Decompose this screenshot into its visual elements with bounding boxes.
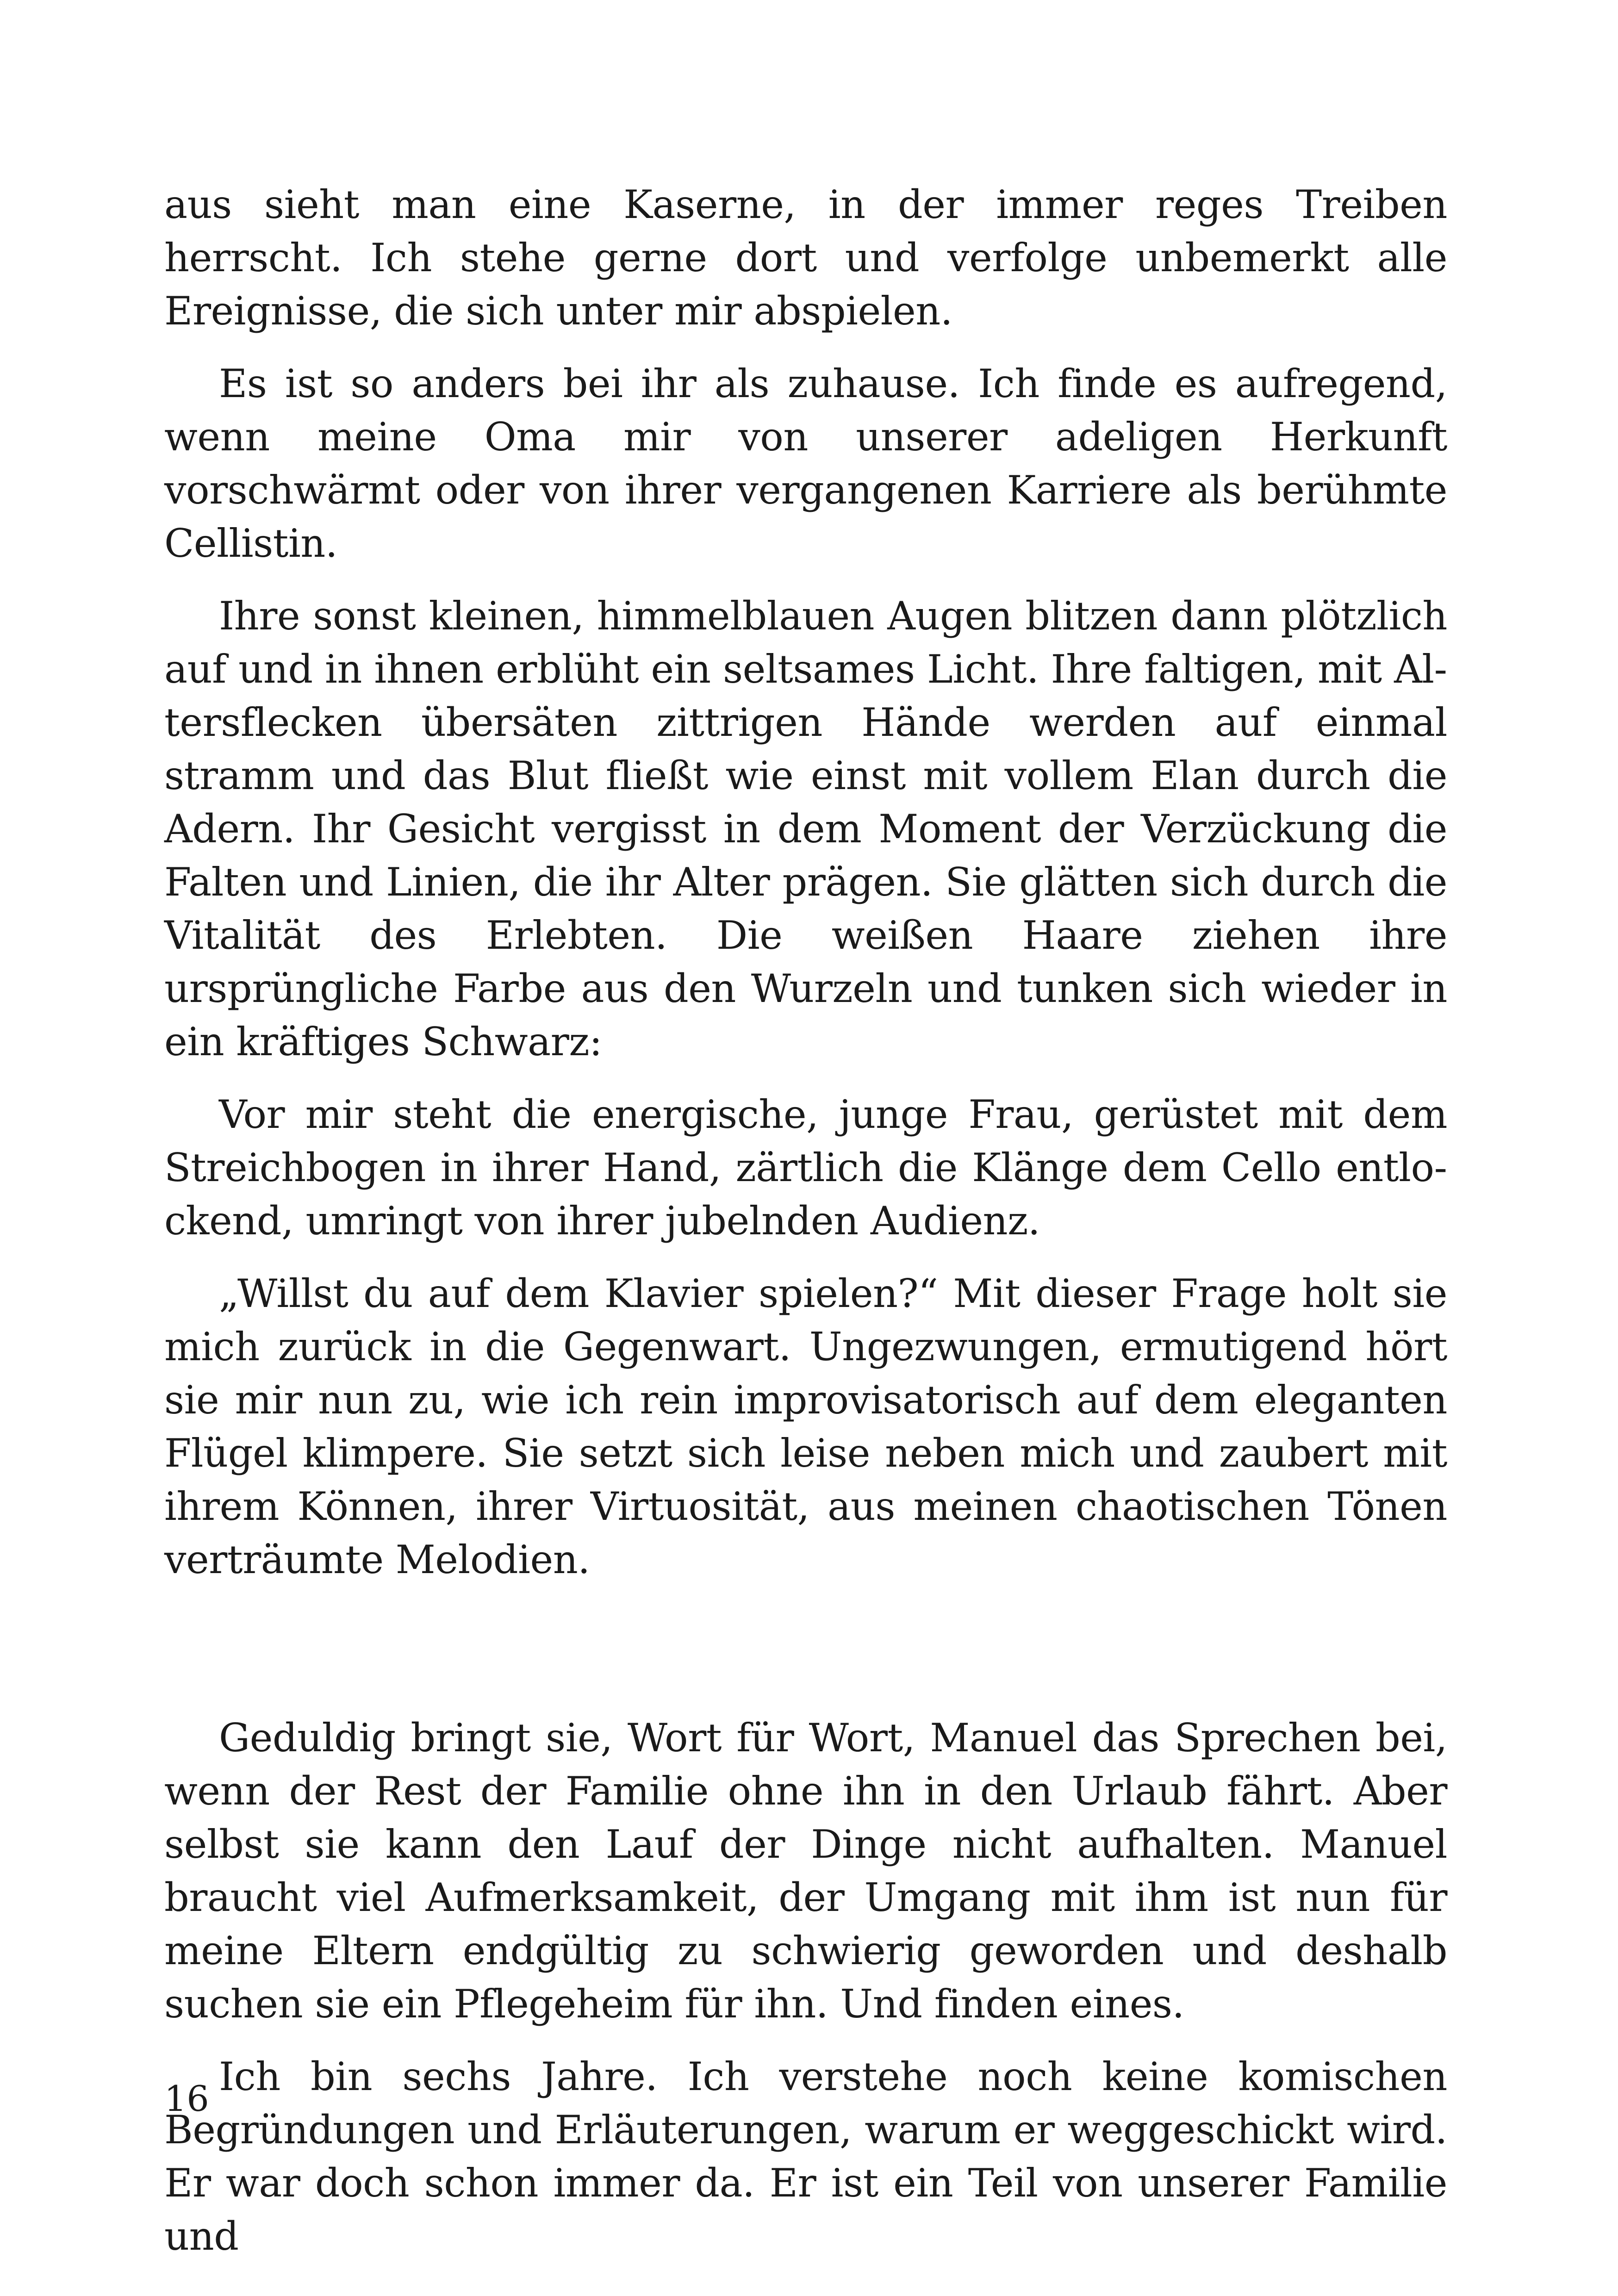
paragraph-3: Ihre sonst kleinen, himmelblauen Augen blitzen dann plötzlich auf und in ihnen erblüht ein seltsames Licht. Ihre faltigen, mit Altersflecken übersäten zittrigen Hände werden auf einmal stramm und das Blut fließt wie einst mit vollem Elan durch die Adern. Ihr Gesicht vergisst in dem Moment der Verzückung die Falten und Linien, die ihr Alter prägen. Sie glätten sich durch die Vitalität des Erlebten. Die weißen Haare ziehen ihre ursprüngliche Farbe aus den Wurzeln und tunken sich wieder in ein kräftiges Schwarz: [164, 593, 1447, 1064]
paragraph-5: „Willst du auf dem Klavier spielen?“ Mit dieser Frage holt sie mich zurück in die Gegenwart. Ungezwungen, ermutigend hört sie mir nun zu, wie ich rein improvisatorisch auf dem eleganten Flügel klimpere. Sie setzt sich leise neben mich und zaubert mit ihrem Können, ihrer Virtuosität, aus meinen chaotischen Tönen verträumte Melodien. [164, 1271, 1447, 1582]
paragraph-4: Vor mir steht die energische, junge Frau, gerüstet mit dem Streichbogen in ihrer Hand, zärtlich die Klänge dem Cello entlockend, umringt von ihrer jubelnden Audienz. [164, 1092, 1447, 1244]
page-body [164, 178, 1447, 2263]
paragraph-2: Es ist so anders bei ihr als zuhause. Ich finde es aufregend, wenn meine Oma mir von unserer adeligen Herkunft vorschwärmt oder von ihrer vergangenen Karriere als berühmte Cellistin. [164, 361, 1447, 566]
page-number: 16 [164, 2078, 209, 2119]
paragraph-1: aus sieht man eine Kaserne, in der immer reges Treiben herrscht. Ich stehe gerne dort und verfolge unbemerkt alle Ereignisse, die sich unter mir abspielen. [164, 182, 1447, 334]
paragraph-7: Ich bin sechs Jahre. Ich verstehe noch keine komischen Begründungen und Erläuterungen, warum er weggeschickt wird. Er war doch schon immer da. Er ist ein Teil von unserer Familie und [164, 2054, 1447, 2259]
paragraph-6: Geduldig bringt sie, Wort für Wort, Manuel das Sprechen bei, wenn der Rest der Familie ohne ihn in den Urlaub fährt. Aber selbst sie kann den Lauf der Dinge nicht aufhalten. Manuel braucht viel Aufmerksamkeit, der Umgang mit ihm ist nun für meine Eltern endgültig zu schwierig geworden und deshalb suchen sie ein Pflegeheim für ihn. Und finden eines. [164, 1715, 1447, 2027]
